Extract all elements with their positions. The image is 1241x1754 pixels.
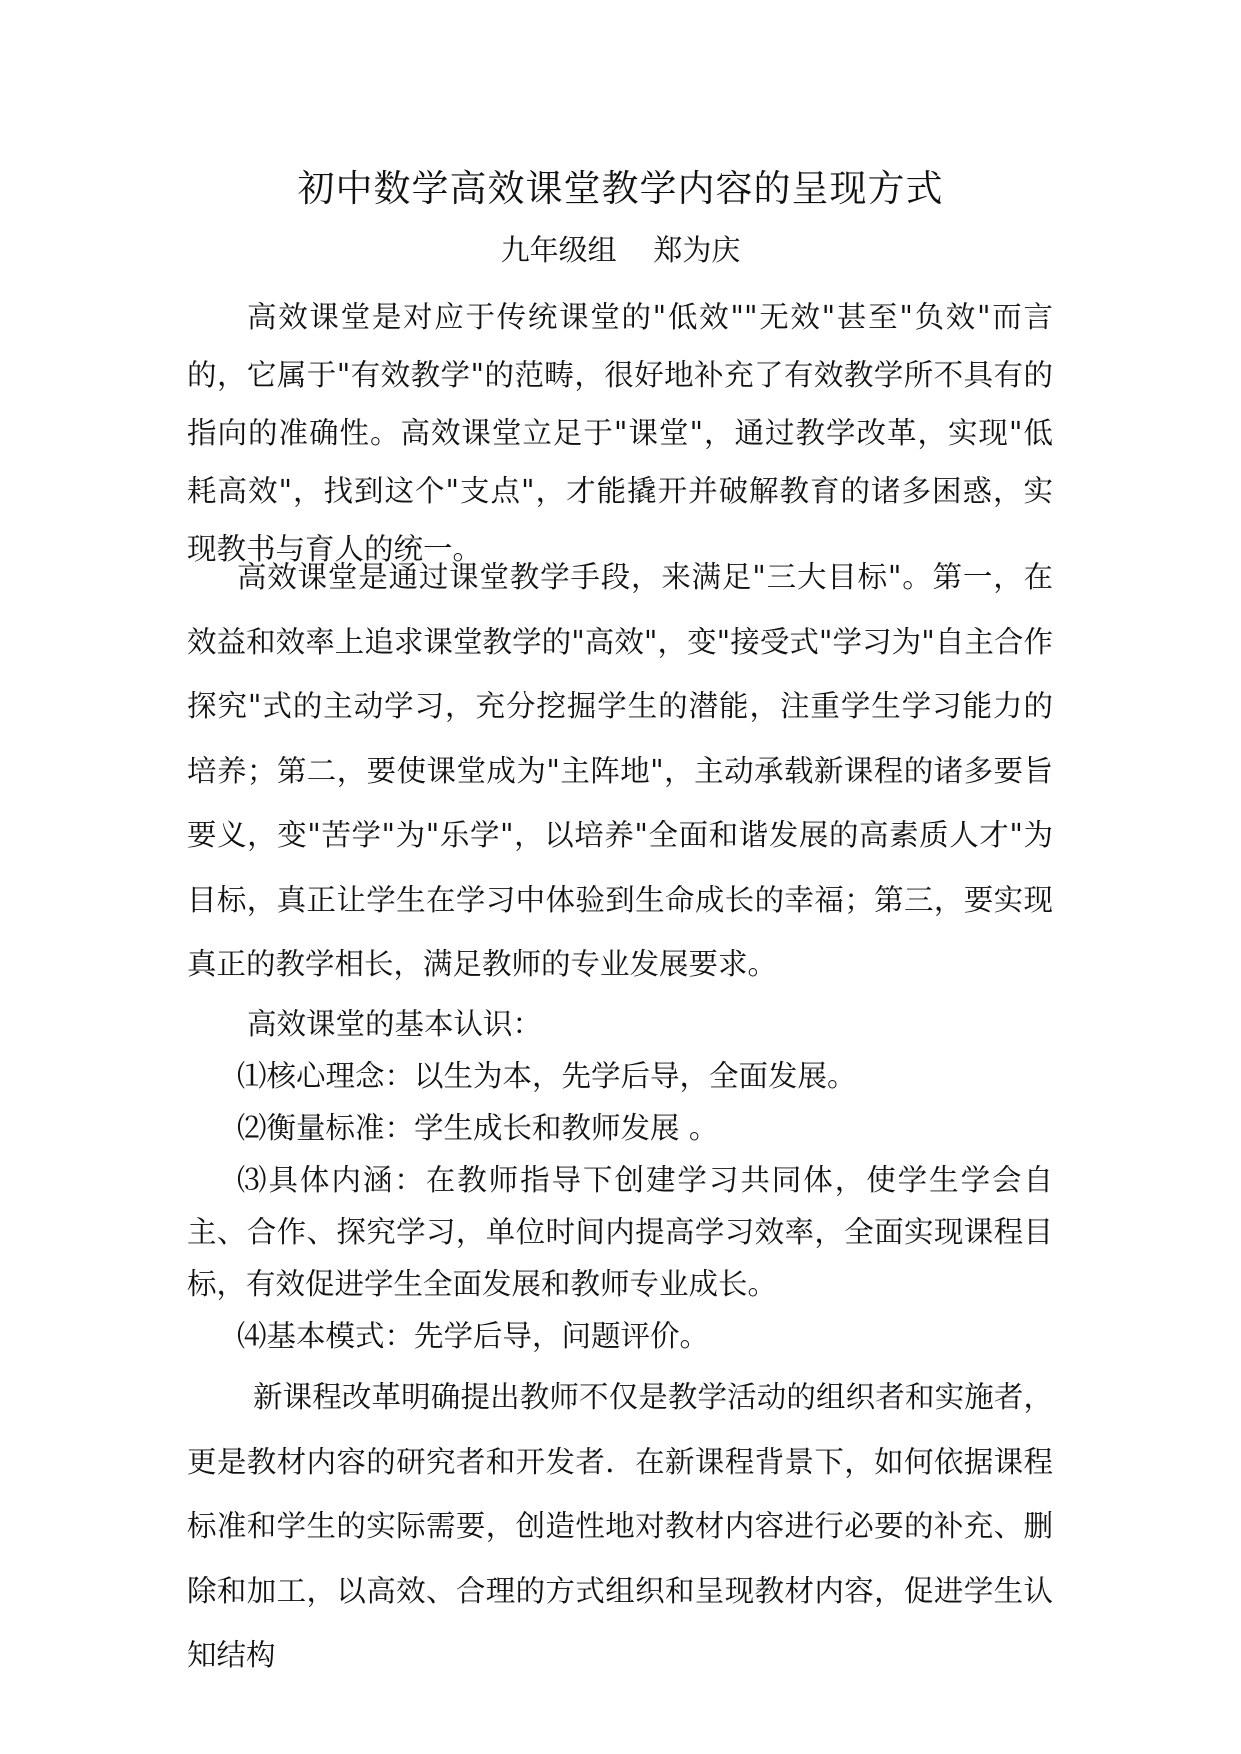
list-item-specific-content: ⑶具体内涵：在教师指导下创建学习共同体，使学生学会自主、合作、探究学习，单位时间内提高学习效率，全面实现课程目标，有效促进学生全面发展和教师专业成长。: [187, 1163, 1053, 1301]
list-item-measurement-standard: ⑵衡量标准：学生成长和教师发展 。: [237, 1111, 719, 1145]
paragraph-basic-understanding: 高效课堂的基本认识：: [247, 1007, 543, 1041]
document-title: 初中数学高效课堂教学内容的呈现方式: [297, 167, 944, 210]
paragraph-three-goals: 高效课堂是通过课堂教学手段，来满足"三大目标"。第一，在效益和效率上追求课堂教学的"高效"，变"接受式"学习为"自主合作探究"式的主动学习，充分挖掘学生的潜能，注重学生学习能力的培养；第二，要使课堂成为"主阵地"，主动承载新课程的诸多要旨要义，变"苦学"为"乐学"，以培养"全面和谐发展的高素质人才"为目标，真正让学生在学习中体验到生命成长的幸福；第三，要实现真正的教学相长，满足教师的专业发展要求。: [187, 560, 1053, 981]
document-author: 九年级组 郑为庆: [500, 233, 741, 267]
paragraph-intro: 高效课堂是对应于传统课堂的"低效""无效"甚至"负效"而言的，它属于"有效教学"的范畴，很好地补充了有效教学所不具有的指向的准确性。高效课堂立足于"课堂"，通过教学改革，实现"低耗高效"，找到这个"支点"，才能撬开并破解教育的诸多困惑，实现教书与育人的统一。: [187, 300, 1053, 566]
list-item-core-concept: ⑴核心理念：以生为本，先学后导，全面发展。: [237, 1059, 857, 1093]
list-item-basic-model: ⑷基本模式：先学后导，问题评价。: [237, 1319, 710, 1353]
paragraph-curriculum-reform: 新课程改革明确提出教师不仅是教学活动的组织者和实施者，更是教材内容的研究者和开发者．在新课程背景下，如何依据课程标准和学生的实际需要，创造性地对教材内容进行必要的补充、删除和加工，以高效、合理的方式组织和呈现教材内容，促进学生认知结构: [187, 1380, 1053, 1672]
